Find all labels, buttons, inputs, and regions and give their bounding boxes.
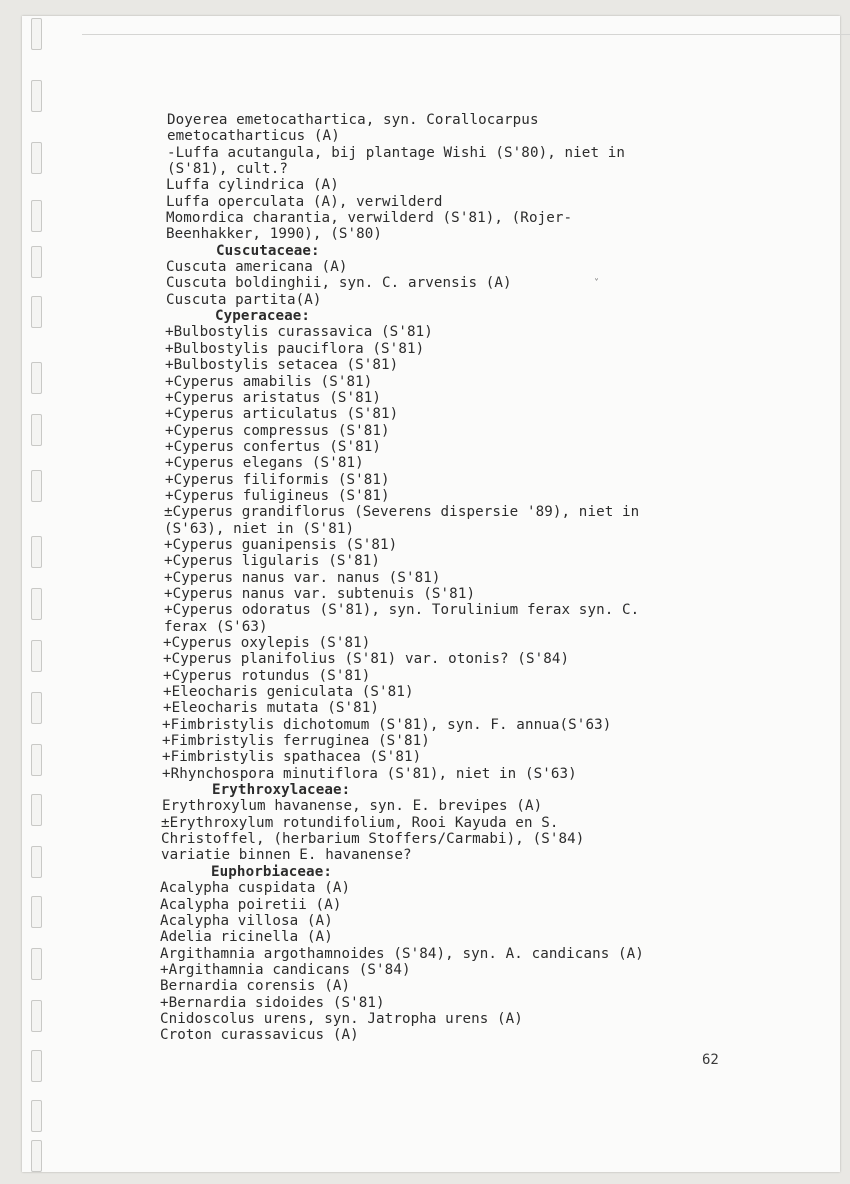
- species-line: Adelia ricinella (A): [160, 929, 333, 946]
- species-line: emetocatharticus (A): [167, 128, 340, 145]
- species-line: variatie binnen E. havanense?: [161, 847, 412, 864]
- species-line: +Fimbristylis spathacea (S'81): [162, 749, 422, 766]
- species-line: Luffa cylindrica (A): [166, 177, 339, 194]
- species-line: +Argithamnia candicans (S'84): [160, 961, 411, 978]
- binding-hole: [31, 1050, 42, 1082]
- species-line: +Rhynchospora minutiflora (S'81), niet in (S'63): [162, 765, 577, 782]
- family-heading: Erythroxylaceae:: [212, 782, 351, 799]
- species-line: +Bulbostylis pauciflora (S'81): [165, 340, 425, 357]
- species-line: (S'81), cult.?: [167, 161, 288, 178]
- species-line: +Cyperus elegans (S'81): [165, 455, 364, 472]
- species-line: +Fimbristylis dichotomum (S'81), syn. F. annua(S'63): [162, 716, 612, 733]
- species-line: +Cyperus aristatus (S'81): [165, 389, 382, 406]
- species-line: +Cyperus compressus (S'81): [165, 422, 390, 439]
- species-line: Croton curassavicus (A): [160, 1027, 359, 1044]
- species-line: Cnidoscolus urens, syn. Jatropha urens (A): [160, 1010, 523, 1027]
- page-top-edge-line: [82, 34, 850, 35]
- species-line: Doyerea emetocathartica, syn. Corallocarpus: [167, 112, 539, 128]
- species-line: +Cyperus ligularis (S'81): [164, 553, 381, 570]
- species-line: Erythroxylum havanense, syn. E. brevipes (A): [162, 798, 543, 815]
- binding-hole: [31, 80, 42, 112]
- species-line: Cuscuta boldinghii, syn. C. arvensis (A): [166, 275, 512, 292]
- species-line: Cuscuta americana (A): [166, 259, 348, 276]
- species-line: +Cyperus odoratus (S'81), syn. Torulinium ferax syn. C.: [164, 602, 640, 619]
- species-line: (S'63), niet in (S'81): [164, 520, 355, 537]
- species-line: +Cyperus articulatus (S'81): [165, 406, 399, 423]
- binding-hole: [31, 1100, 42, 1132]
- species-line: +Cyperus confertus (S'81): [165, 438, 382, 455]
- species-line: Bernardia corensis (A): [160, 978, 351, 995]
- species-line: -Luffa acutangula, bij plantage Wishi (S'80), niet in: [167, 144, 626, 161]
- species-line: +Cyperus filiformis (S'81): [165, 471, 390, 488]
- family-heading: Cyperaceae:: [215, 308, 311, 325]
- species-line: +Cyperus nanus var. nanus (S'81): [164, 569, 441, 586]
- species-line: Luffa operculata (A), verwilderd: [166, 193, 443, 210]
- species-line: Cuscuta partita(A): [166, 291, 322, 308]
- species-line: Beenhakker, 1990), (S'80): [166, 226, 383, 243]
- species-line: +Cyperus fuligineus (S'81): [165, 487, 390, 504]
- species-line: +Cyperus oxylepis (S'81): [163, 635, 371, 651]
- binding-hole: [31, 1140, 42, 1172]
- species-line: +Cyperus rotundus (S'81): [163, 667, 371, 684]
- species-line: ferax (S'63): [164, 618, 268, 635]
- species-line: +Bulbostylis setacea (S'81): [165, 357, 399, 374]
- species-line: +Eleocharis mutata (S'81): [163, 700, 380, 717]
- species-line: +Eleocharis geniculata (S'81): [163, 684, 414, 701]
- species-line: +Bernardia sidoides (S'81): [160, 994, 385, 1011]
- species-line: Acalypha poiretii (A): [160, 896, 342, 913]
- species-line: Argithamnia argothamnoides (S'84), syn. A. candicans (A): [160, 945, 644, 962]
- species-line: +Cyperus nanus var. subtenuis (S'81): [164, 585, 476, 602]
- family-heading: Cuscutaceae:: [216, 242, 320, 259]
- species-line: Momordica charantia, verwilderd (S'81), (Rojer-: [166, 210, 573, 227]
- species-line: +Cyperus amabilis (S'81): [165, 373, 373, 390]
- species-line: Acalypha cuspidata (A): [160, 880, 351, 897]
- species-line: Christoffel, (herbarium Stoffers/Carmabi), (S'84): [161, 831, 585, 848]
- family-heading: Euphorbiaceae:: [211, 863, 332, 880]
- species-list: [0, 112, 644, 1044]
- species-line: +Fimbristylis ferruginea (S'81): [162, 733, 430, 750]
- species-line: Acalypha villosa (A): [160, 912, 333, 929]
- species-line: ±Cyperus grandiflorus (Severens dispersie '89), niet in: [164, 504, 640, 521]
- species-line: +Cyperus guanipensis (S'81): [164, 536, 398, 553]
- page-number: 62: [702, 1052, 719, 1068]
- species-line: +Bulbostylis curassavica (S'81): [165, 324, 433, 341]
- binding-hole: [31, 18, 42, 50]
- stray-mark: ˅: [594, 278, 599, 289]
- species-line: ±Erythroxylum rotundifolium, Rooi Kayuda en S.: [161, 814, 559, 831]
- species-line: +Cyperus planifolius (S'81) var. otonis? (S'84): [163, 651, 570, 668]
